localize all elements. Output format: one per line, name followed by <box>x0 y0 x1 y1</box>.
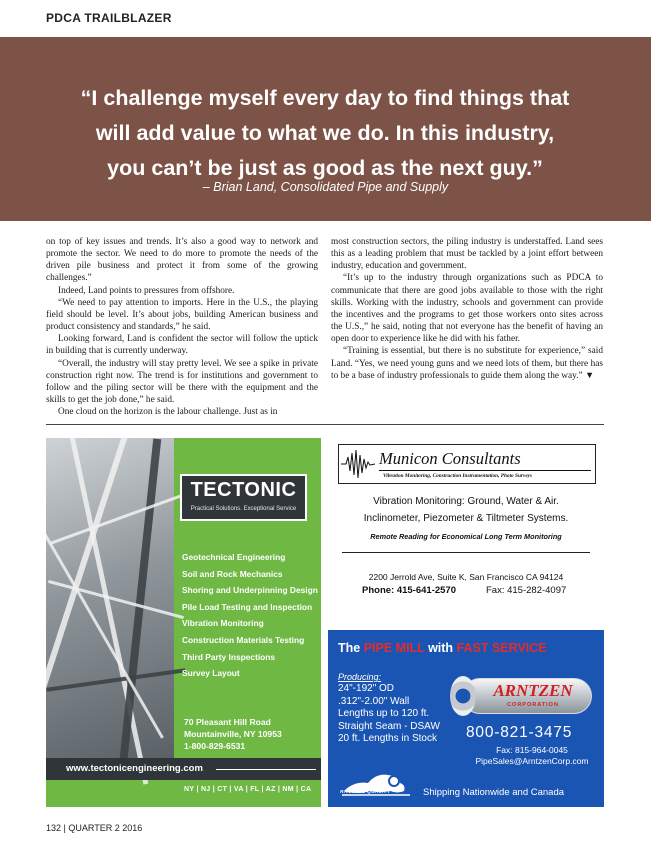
article-paragraph: most construction sectors, the piling industry is understaffed. Land sees this as a leading problem that must be tackled by a joint effort between industry, education and government. <box>331 237 603 272</box>
article-paragraph: “It’s up to the industry through organizations such as PDCA to communicate that there are good jobs available to those with the right skills. Working with the industry, schools and government can provide the incentives and the programs to get those workers onto sites across the U.S.,” he said, noting that not everyone has the benefit of having an open door to experience like he did with his father. <box>331 273 603 345</box>
arntzen-fax: Fax: 815-964-0045 <box>496 745 568 755</box>
url-underline <box>216 769 316 770</box>
municon-logo-box <box>338 444 596 484</box>
list-item: Third Party Inspections <box>182 651 276 662</box>
pull-quote-line: you can’t be just as good as the next guy.” <box>107 156 543 180</box>
arntzen-logo: ARNTZEN <box>493 681 573 700</box>
article-paragraph: on top of key issues and trends. It’s also a good way to network and promote the sector. We need to do more to promote the needs of the driven pile business and protect it from some of the growing challenges.” <box>46 237 318 284</box>
article-paragraph: “We need to pay attention to imports. Here in the U.S., the playing field should be level. It’s about jobs, building American business and product consistency and standards,” he said. <box>46 297 318 333</box>
arntzen-logo-sub: CORPORATION <box>507 702 559 708</box>
list-item: Geotechnical Engineering <box>182 552 286 562</box>
municon-subtitle: Vibration Monitoring, Construction Instrumentation, Photo Surveys <box>383 473 533 479</box>
article-paragraph: One cloud on the horizon is the labour challenge. Just as in <box>58 407 278 418</box>
headline-text: The <box>338 641 364 655</box>
arntzen-headline <box>338 641 547 655</box>
tectonic-phone: 1-800-829-6531 <box>184 741 246 751</box>
crane-photo <box>46 438 174 758</box>
section-label: PDCA TRAILBLAZER <box>46 11 172 25</box>
headline-highlight: PIPE MILL <box>363 641 425 655</box>
tectonic-services-list <box>182 549 318 682</box>
ad-tectonic[interactable] <box>46 438 321 807</box>
article-column-right <box>331 236 603 382</box>
arntzen-producing-label: Producing: <box>338 672 382 682</box>
article-paragraph: “Overall, the industry will stay pretty level. We see a spike in private construction right now. The trend is for institutions and government to follow and the piling sector will be there with the equipment and the skills to get the job done,” he said. <box>46 358 318 406</box>
municon-address: 2200 Jerrold Ave, Suite K, San Francisco CA 94124 <box>368 572 564 582</box>
tectonic-states: NY | NJ | CT | VA | FL | AZ | NM | CA <box>184 786 312 793</box>
pull-quote-line: will add value to what we do. In this industry, <box>95 121 555 145</box>
list-item: Soil and Rock Mechanics <box>182 568 283 579</box>
list-item: Survey Layout <box>182 668 240 679</box>
tectonic-url-link[interactable]: www.tectonicengineering.com <box>66 763 203 774</box>
ad-municon[interactable] <box>328 438 604 615</box>
article-column-left <box>46 236 318 418</box>
municon-phone: Phone: 415-641-2570 <box>362 585 456 596</box>
municon-line3: Remote Reading for Economical Long Term Monitoring <box>370 532 562 541</box>
tectonic-logo-text: TECTONIC <box>190 479 297 501</box>
municon-name: Municon Consultants <box>379 449 521 468</box>
arntzen-specs <box>338 683 440 746</box>
tectonic-logo <box>180 474 307 521</box>
tectonic-url-bar <box>46 758 321 780</box>
list-item: Vibration Monitoring <box>182 618 264 629</box>
list-item: Straight Seam - DSAW <box>338 720 440 732</box>
municon-line1: Vibration Monitoring: Ground, Water & Air. <box>373 496 559 507</box>
article-divider <box>46 424 604 425</box>
municon-divider <box>342 552 590 553</box>
list-item: Lengths up to 120 ft. <box>338 708 430 720</box>
seismograph-icon <box>341 447 375 481</box>
address-line: Mountainville, NY 10953 <box>184 729 282 739</box>
list-item: 20 ft. Lengths in Stock <box>338 733 437 745</box>
municon-underline <box>379 470 591 471</box>
article-paragraph: Looking forward, Land is confident the sector will follow the uptick in building that is currently underway. <box>46 334 318 357</box>
tectonic-address <box>184 716 282 752</box>
pull-quote-line: “I challenge myself every day to find things that <box>80 86 570 110</box>
article-paragraph: “Training is essential, but there is no substitute for experience,” said Land. “Yes, we need young guns and we need lots of them, but there has to be a base of industry professionals to guide them along the way.” ▼ <box>331 346 603 381</box>
pull-quote <box>60 81 590 186</box>
list-item: Shoring and Underpinning Design <box>182 585 318 596</box>
headline-text: with <box>424 641 457 655</box>
list-item: .312"-2.00" Wall <box>338 695 410 707</box>
list-item: Construction Materials Testing <box>182 634 305 645</box>
municon-line2: Inclinometer, Piezometer & Tiltmeter Systems. <box>363 513 569 524</box>
page-footer: 132 | QUARTER 2 2016 <box>46 823 143 833</box>
list-item: Pile Load Testing and Inspection <box>182 601 313 612</box>
headline-highlight: FAST SERVICE <box>456 641 547 655</box>
arntzen-email-link[interactable]: PipeSales@ArntzenCorp.com <box>475 756 589 766</box>
pull-quote-band <box>0 37 651 221</box>
pull-quote-attribution: – Brian Land, Consolidated Pipe and Supply <box>202 180 449 194</box>
address-line: 70 Pleasant Hill Road <box>184 717 271 727</box>
ad-arntzen[interactable] <box>328 630 604 807</box>
ram-quality-label: RAMMING QUALITY <box>340 790 391 795</box>
list-item: 24"-192" OD <box>338 683 395 694</box>
arntzen-phone: 800-821-3475 <box>466 724 573 741</box>
municon-fax: Fax: 415-282-4097 <box>486 585 567 596</box>
arntzen-shipping: Shipping Nationwide and Canada <box>423 787 565 798</box>
tectonic-tagline: Practical Solutions. Exceptional Service <box>190 506 297 512</box>
article-paragraph: Indeed, Land points to pressures from offshore. <box>58 285 235 296</box>
